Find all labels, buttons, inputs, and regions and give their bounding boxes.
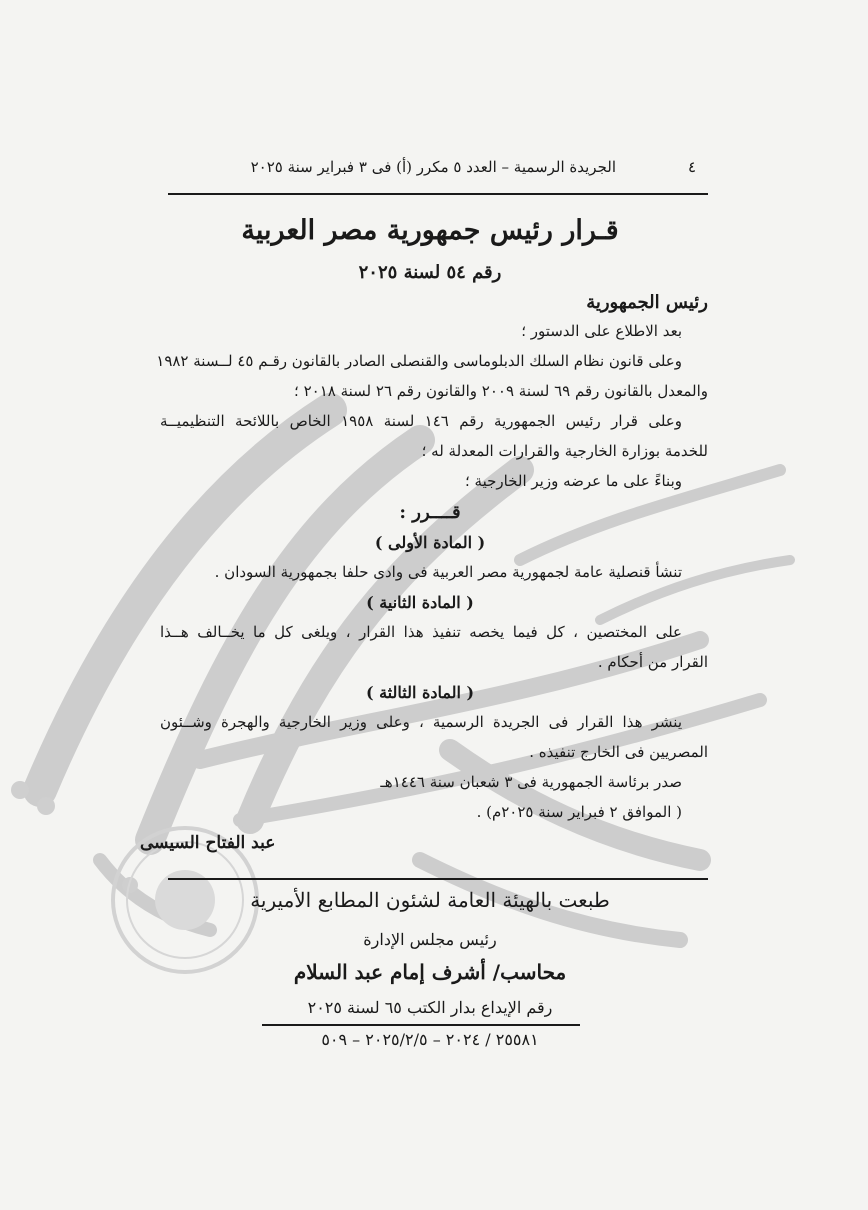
article-1-line-1: تنشأ قنصلية عامة لجمهورية مصر العربية فى وادى حلفا بجمهورية السودان . [214, 563, 682, 581]
article-3-heading: ( المادة الثالثة ) [365, 683, 475, 702]
issued-date-gregorian: ( الموافق ٢ فبراير سنة ٢٠٢٥م) . [476, 803, 682, 821]
preamble-line-3: والمعدل بالقانون رقم ٦٩ لسنة ٢٠٠٩ والقانون رقم ٢٦ لسنة ٢٠١٨ ؛ [294, 382, 708, 400]
deposit-number: رقم الإيداع بدار الكتب ٦٥ لسنة ٢٠٢٥ [307, 998, 553, 1017]
printer-name: طبعت بالهيئة العامة لشئون المطابع الأميرية [250, 888, 610, 912]
decree-title: قـرار رئيس جمهورية مصر العربية [241, 215, 619, 246]
article-2-heading: ( المادة الثانية ) [366, 593, 474, 612]
running-header: الجريدة الرسمية – العدد ٥ مكرر (أ) فى ٣ فبراير سنة ٢٠٢٥ [250, 158, 616, 176]
article-3-line-1: ينشر هذا القرار فى الجريدة الرسمية ، وعلى وزير الخارجية والهجرة وشــئون [160, 713, 682, 731]
preamble-line-4: وعلى قرار رئيس الجمهورية رقم ١٤٦ لسنة ١٩٥٨ الخاص باللائحة التنظيميــة [160, 412, 683, 430]
board-chair-name: محاسب/ أشرف إمام عبد السلام [293, 960, 567, 984]
issued-at: صدر برئاسة الجمهورية فى ٣ شعبان سنة ١٤٤٦هـ [380, 773, 682, 791]
board-chair-title: رئيس مجلس الإدارة [363, 930, 497, 949]
article-2-line-1: على المختصين ، كل فيما يخصه تنفيذ هذا القرار ، ويلغى كل ما يخــالف هــذا [160, 623, 682, 641]
issuer-heading: رئيس الجمهورية [586, 292, 708, 313]
preamble-line-5: للخدمة بوزارة الخارجية والقرارات المعدلة له ؛ [421, 442, 708, 460]
header-rule [168, 193, 708, 195]
preamble-line-6: وبناءً على ما عرضه وزير الخارجية ؛ [465, 472, 682, 490]
article-3-line-2: المصريين فى الخارج تنفيذه . [529, 743, 708, 761]
footer-rule [168, 878, 708, 880]
preamble-line-2: وعلى قانون نظام السلك الدبلوماسى والقنصلى الصادر بالقانون رقـم ٤٥ لــسنة ١٩٨٢ [156, 352, 682, 370]
decree-number: رقم ٥٤ لسنة ٢٠٢٥ [358, 262, 502, 283]
article-1-heading: ( المادة الأولى ) [374, 533, 486, 552]
article-2-line-2: القرار من أحكام . [597, 653, 708, 671]
page-number: ٤ [687, 158, 696, 176]
print-code: ٢٥٥٨١ / ٢٠٢٤ – ٢٠٢٥/٢/٥ – ٥٠٩ [321, 1030, 539, 1049]
decided-heading: قــــرر : [399, 502, 461, 523]
deposit-rule [262, 1024, 580, 1026]
preamble-line-1: بعد الاطلاع على الدستور ؛ [521, 322, 682, 340]
watermark-dots [11, 781, 138, 893]
signatory-name: عبد الفتاح السيسى [140, 833, 276, 853]
